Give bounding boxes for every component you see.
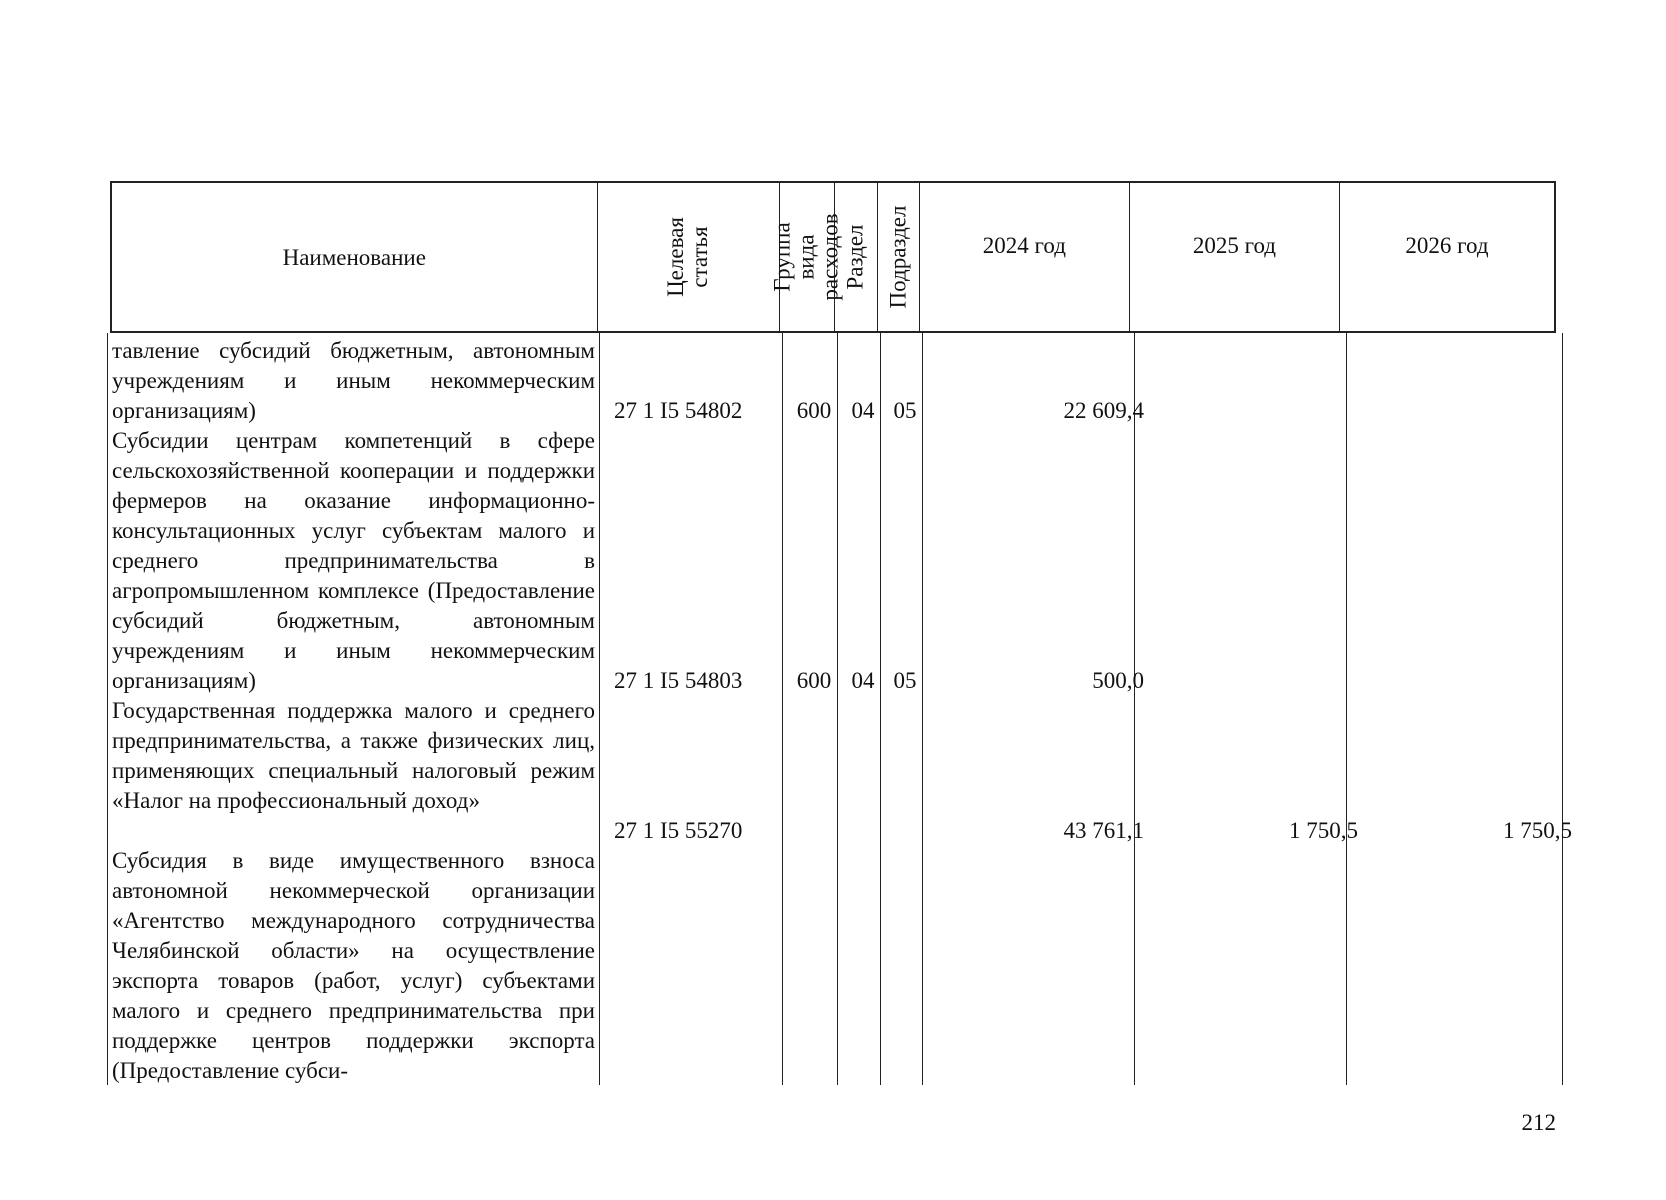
row-section: 04	[851, 668, 875, 693]
table-header	[110, 181, 1556, 333]
row-name: Субсидия в виде имущественного взноса автономной некоммерческой организации «Агентство международного сотрудничества Челябинской области» на осуществление экспорта товаров (работ, услуг) субъектами малого и среднего предпринимательства при поддержке центров поддержки экспорта (Предоставление субси-	[112, 848, 595, 1083]
row-year-2024: 43 761,1	[1063, 818, 1144, 843]
row-year-2025: 1 750,5	[1289, 818, 1358, 843]
row-name: Субсидии центрам компетенций в сфере сельскохозяйственной кооперации и поддержки фермеров на оказание информационно-консультационных услуг субъектам малого и среднего предпринимательства в агропромышленном комплексе (Предоставление субсидий бюджетным, автономным учреждениям и иным некоммерческим организациям)	[112, 428, 595, 693]
table-row	[112, 336, 1552, 430]
header-year-2025-text: 2025 год	[1192, 233, 1277, 258]
header-name-text: Наименование	[282, 244, 426, 270]
column-line-2026	[1562, 333, 1563, 1085]
header-subsection-text: Подраздел	[885, 205, 911, 309]
header-subsection	[878, 183, 920, 331]
row-subsection: 05	[893, 668, 917, 693]
row-target-article: 27 1 I5 54803	[614, 668, 743, 693]
row-year-2024: 500,0	[1092, 668, 1144, 693]
header-name	[112, 183, 598, 331]
header-year-2026-text: 2026 год	[1405, 233, 1489, 258]
row-expense-group: 600	[796, 398, 832, 423]
header-section-text: Раздел	[842, 224, 868, 290]
row-year-2026: 1 750,5	[1503, 818, 1572, 843]
header-year-2024	[920, 183, 1130, 331]
header-year-2025	[1130, 183, 1340, 331]
page-number: 212	[1521, 1110, 1556, 1135]
header-year-2026	[1340, 183, 1554, 331]
row-section: 04	[851, 398, 875, 423]
header-expense-group-text: Группа вида расходов	[769, 213, 843, 301]
row-name: тавление субсидий бюджетным, автономным учреждениям и иным некоммерческим организациям)	[112, 338, 595, 423]
header-year-2024-text: 2024 год	[982, 233, 1066, 258]
row-target-article: 27 1 I5 54802	[614, 398, 743, 423]
row-expense-group: 600	[796, 668, 832, 693]
row-name: Государственная поддержка малого и среднего предпринимательства, а также физических лиц, применяющих специальный налоговый режим «Налог на профессиональный доход»	[112, 698, 595, 813]
table-row	[112, 696, 1572, 846]
column-line-left	[107, 333, 108, 1085]
header-target-article	[598, 183, 780, 331]
row-subsection: 05	[893, 398, 917, 423]
row-year-2024: 22 609,4	[1063, 398, 1144, 423]
header-target-article-text: Целевая статья	[663, 217, 713, 297]
header-expense-group	[769, 183, 843, 331]
table-row	[112, 846, 1552, 1086]
row-target-article: 27 1 I5 55270	[614, 818, 743, 843]
table-row	[112, 426, 1552, 726]
